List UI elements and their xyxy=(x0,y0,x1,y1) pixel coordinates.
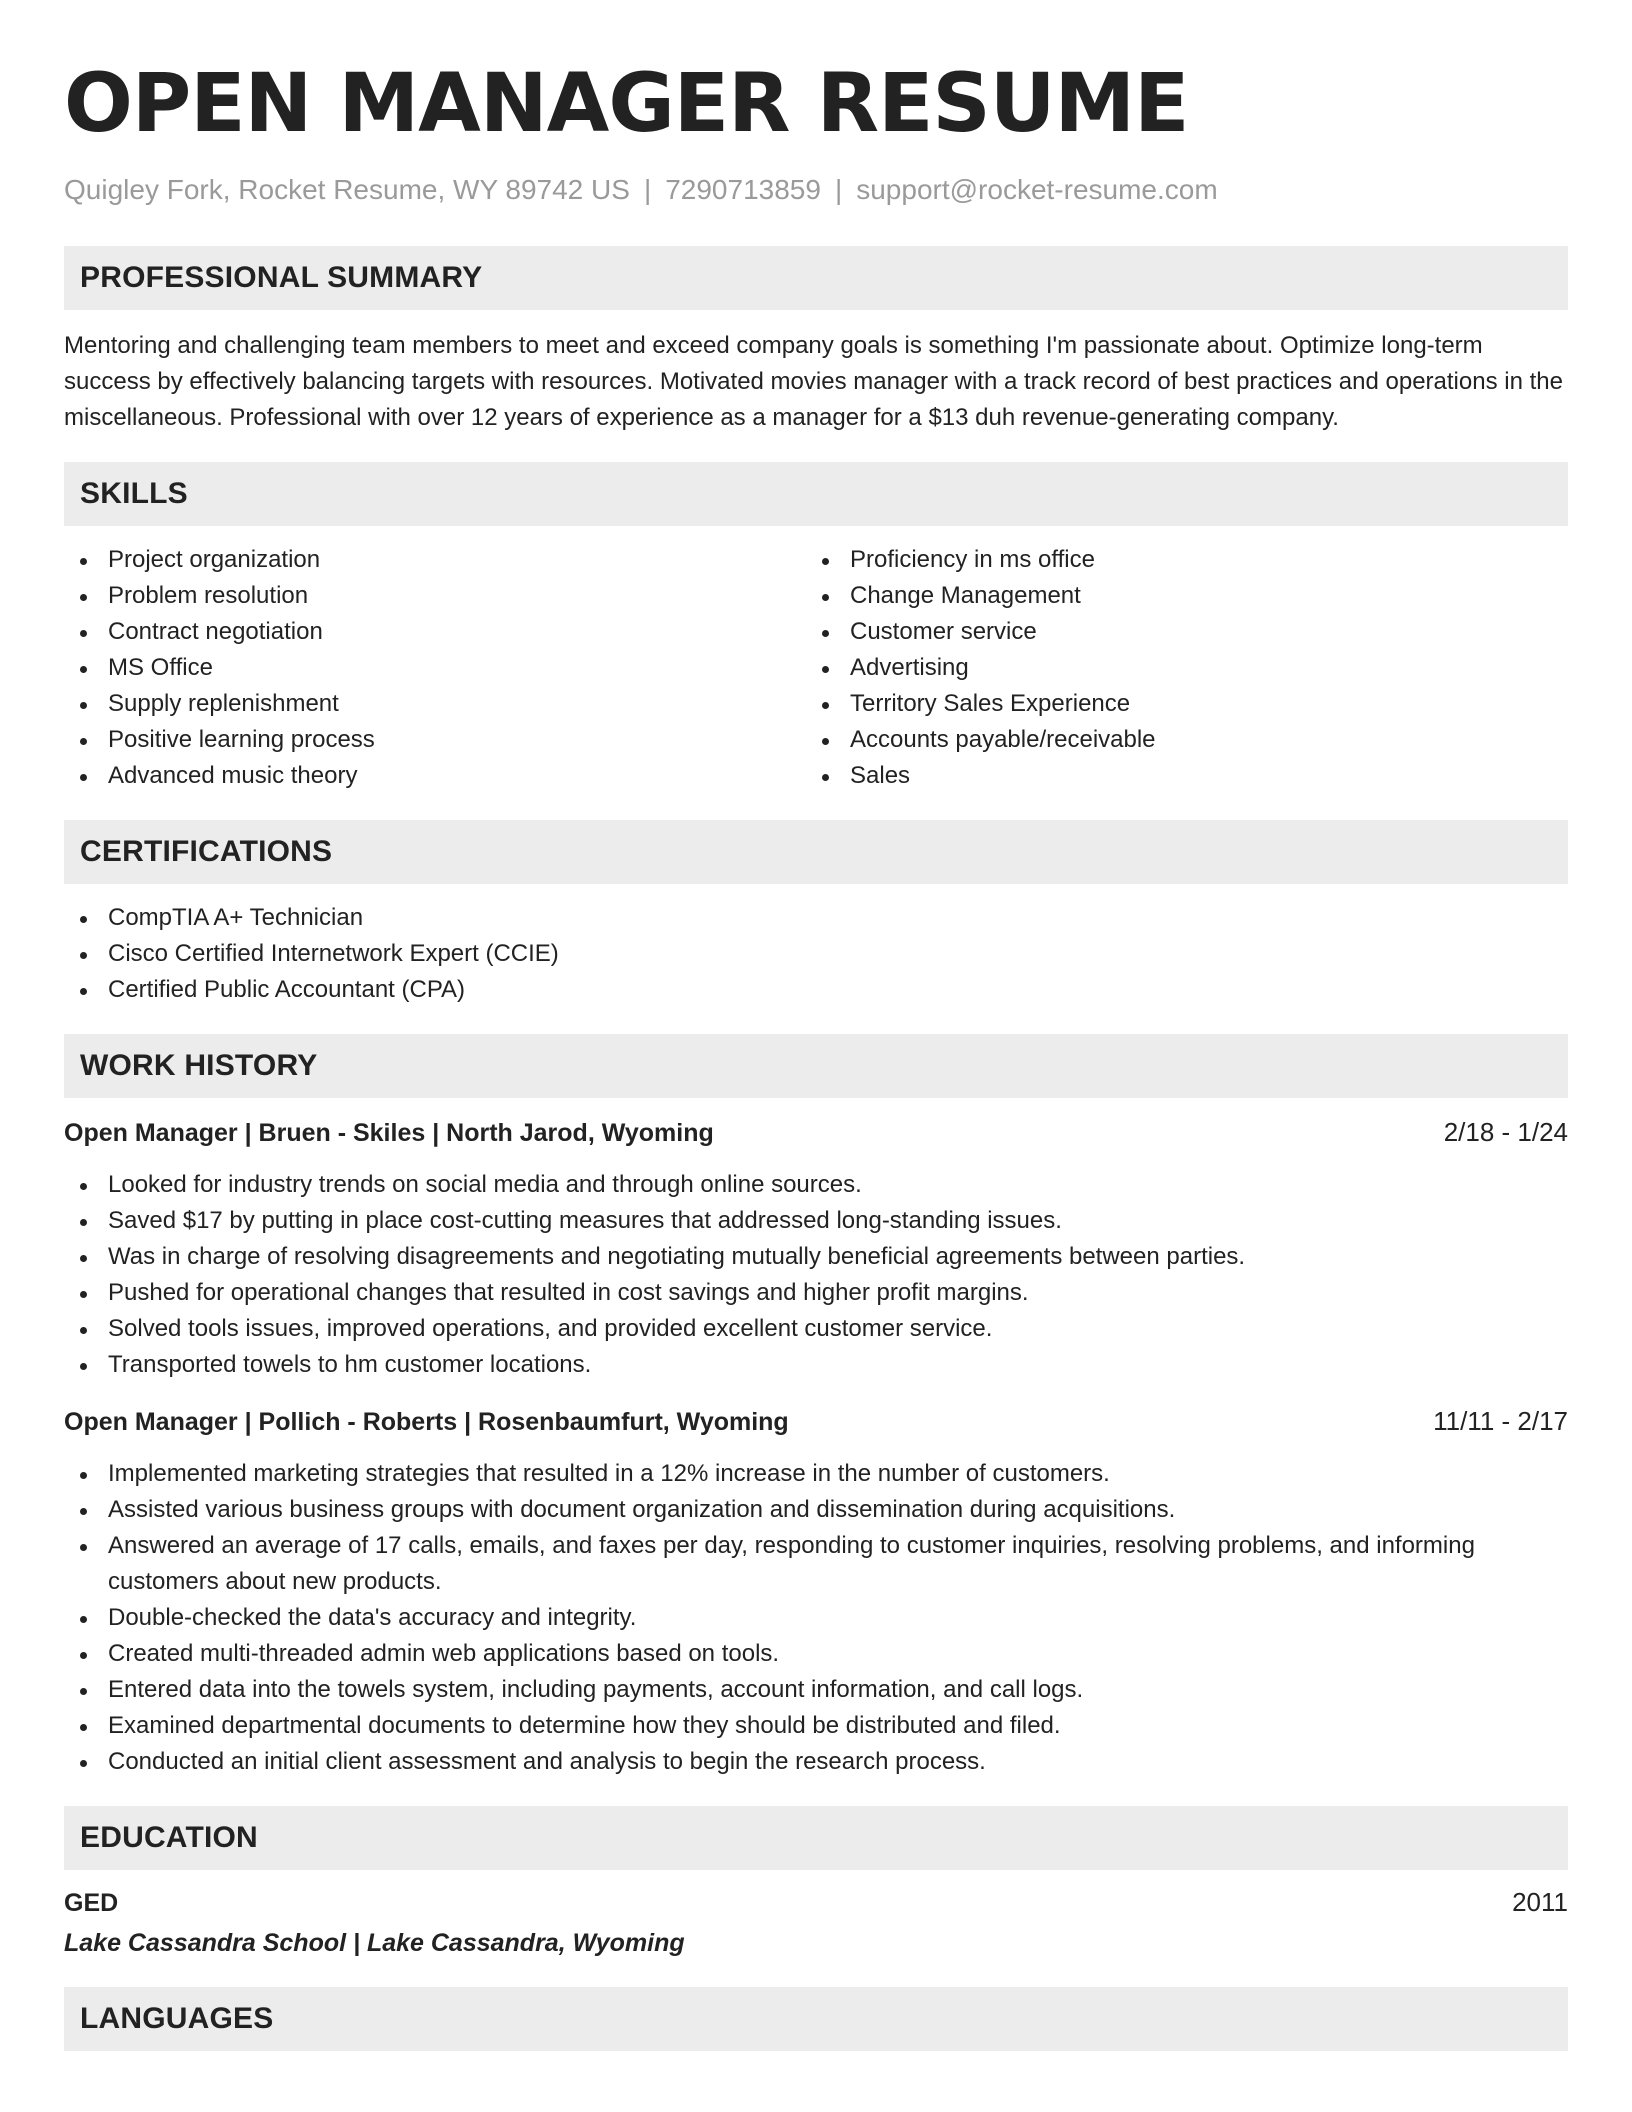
job-dates: 11/11 - 2/17 xyxy=(1433,1406,1568,1436)
job-bullet: Conducted an initial client assessment and analysis to begin the research process. xyxy=(64,1744,1568,1780)
education-header xyxy=(64,1884,1568,1921)
skill-item: Sales xyxy=(806,758,1548,794)
skills-heading: SKILLS xyxy=(64,462,1568,526)
job-title: Open Manager | Pollich - Roberts | Rosenbaumfurt, Wyoming xyxy=(64,1408,789,1436)
skill-item: Project organization xyxy=(64,542,806,578)
page-title: OPEN MANAGER RESUME xyxy=(64,57,1189,151)
job-bullet: Solved tools issues, improved operations, and provided excellent customer service. xyxy=(64,1311,1568,1347)
job-bullet: Created multi-threaded admin web applications based on tools. xyxy=(64,1636,1568,1672)
education-year: 2011 xyxy=(1512,1887,1568,1917)
skill-item: Advertising xyxy=(806,650,1548,686)
job-bullet: Pushed for operational changes that resulted in cost savings and higher profit margins. xyxy=(64,1275,1568,1311)
skill-item: Change Management xyxy=(806,578,1548,614)
certification-item: Certified Public Accountant (CPA) xyxy=(64,972,1568,1008)
skill-item: Territory Sales Experience xyxy=(806,686,1548,722)
contact-separator: | xyxy=(834,174,843,205)
skill-item: Supply replenishment xyxy=(64,686,806,722)
job-entry xyxy=(64,1114,1568,1383)
education-heading: EDUCATION xyxy=(64,1806,1568,1870)
contact-email: support@rocket-resume.com xyxy=(856,174,1218,205)
job-bullet: Assisted various business groups with document organization and dissemination during acquisitions. xyxy=(64,1492,1568,1528)
contact-separator: | xyxy=(643,174,652,205)
work-history-heading: WORK HISTORY xyxy=(64,1034,1568,1098)
skills-column-right xyxy=(806,542,1548,794)
contact-address: Quigley Fork, Rocket Resume, WY 89742 US xyxy=(64,174,630,205)
job-header xyxy=(64,1114,1568,1151)
certification-item: CompTIA A+ Technician xyxy=(64,900,1568,936)
languages-heading: LANGUAGES xyxy=(64,1987,1568,2051)
summary-text: Mentoring and challenging team members to meet and exceed company goals is something I'm passionate about. Optimize long-term success by effectively balancing targets with resources. Motivated movies manager with a track record of best practices and operations in the miscellaneous. Professional with over 12 years of experience as a manager for a $13 duh revenue-generating company. xyxy=(64,332,1563,431)
job-dates: 2/18 - 1/24 xyxy=(1443,1117,1568,1147)
job-entry xyxy=(64,1403,1568,1780)
job-bullet: Answered an average of 17 calls, emails, and faxes per day, responding to customer inquiries, resolving problems, and informing customers about new products. xyxy=(64,1528,1568,1600)
skill-item: Accounts payable/receivable xyxy=(806,722,1548,758)
job-bullet: Transported towels to hm customer locations. xyxy=(64,1347,1568,1383)
job-bullet: Looked for industry trends on social media and through online sources. xyxy=(64,1167,1568,1203)
skill-item: Advanced music theory xyxy=(64,758,806,794)
skills-list xyxy=(64,542,1568,794)
job-bullet: Double-checked the data's accuracy and integrity. xyxy=(64,1600,1568,1636)
skills-column-left xyxy=(64,542,806,794)
job-bullet: Saved $17 by putting in place cost-cutting measures that addressed long-standing issues. xyxy=(64,1203,1568,1239)
job-bullet: Implemented marketing strategies that resulted in a 12% increase in the number of customers. xyxy=(64,1456,1568,1492)
skill-item: MS Office xyxy=(64,650,806,686)
certification-item: Cisco Certified Internetwork Expert (CCIE) xyxy=(64,936,1568,972)
job-header xyxy=(64,1403,1568,1440)
certifications-list xyxy=(64,900,1568,1008)
skill-item: Positive learning process xyxy=(64,722,806,758)
job-bullet: Examined departmental documents to determine how they should be distributed and filed. xyxy=(64,1708,1568,1744)
education-entry xyxy=(64,1884,1568,1961)
skill-item: Contract negotiation xyxy=(64,614,806,650)
education-degree: GED xyxy=(64,1889,119,1917)
job-bullets xyxy=(64,1167,1568,1383)
skill-item: Customer service xyxy=(806,614,1548,650)
certifications-heading: CERTIFICATIONS xyxy=(64,820,1568,884)
job-bullet: Was in charge of resolving disagreements and negotiating mutually beneficial agreements between parties. xyxy=(64,1239,1568,1275)
summary-heading: PROFESSIONAL SUMMARY xyxy=(64,246,1568,310)
job-bullets xyxy=(64,1456,1568,1780)
contact-phone: 7290713859 xyxy=(665,174,821,205)
job-bullet: Entered data into the towels system, including payments, account information, and call logs. xyxy=(64,1672,1568,1708)
skill-item: Proficiency in ms office xyxy=(806,542,1548,578)
job-title: Open Manager | Bruen - Skiles | North Jarod, Wyoming xyxy=(64,1119,714,1147)
contact-line xyxy=(64,172,1568,208)
education-school: Lake Cassandra School | Lake Cassandra, Wyoming xyxy=(64,1929,685,1957)
skill-item: Problem resolution xyxy=(64,578,806,614)
